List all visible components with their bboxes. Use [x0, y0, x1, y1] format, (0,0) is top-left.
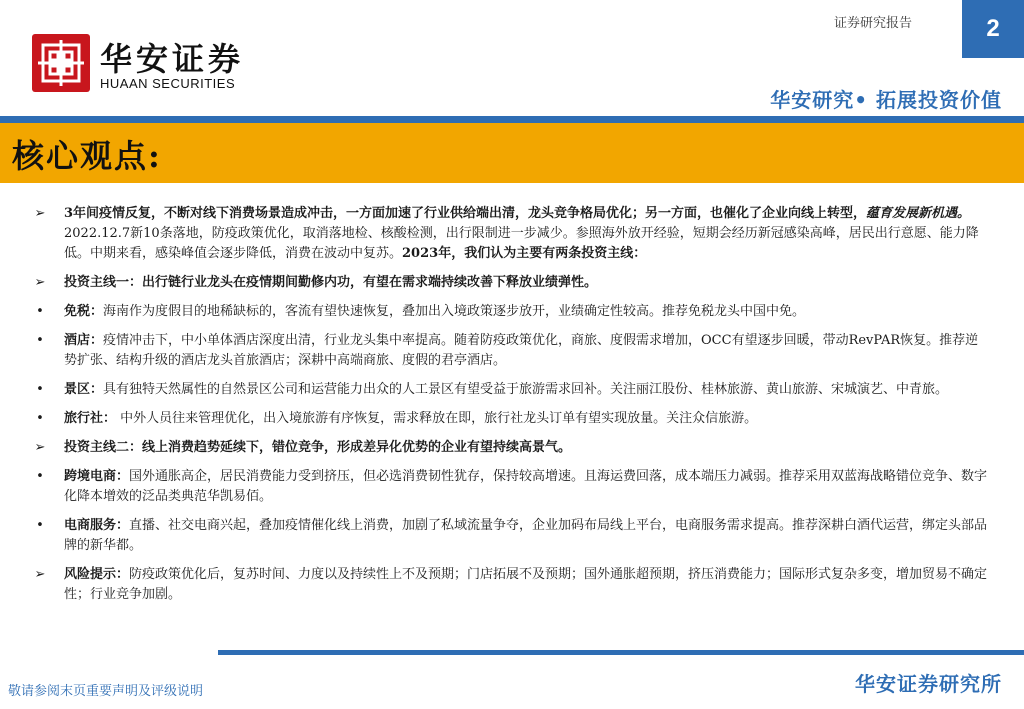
list-item	[30, 467, 990, 507]
arrow-bullet-icon: ➢	[34, 440, 46, 455]
page-number-badge: 2	[962, 0, 1024, 58]
slogan: 华安研究• 拓展投资价值	[770, 88, 1002, 112]
list-item-text: 直播、社交电商兴起，叠加疫情催化线上消费，加剧了私域流量争夺，企业加码布局线上平台，电商服务需求提高。推荐深耕白酒代运营，绑定头部品牌的新华都。	[64, 518, 988, 553]
brand-name-en: HUAAN SECURITIES	[100, 76, 236, 91]
bullet-dot-icon: •	[36, 469, 44, 484]
list-item-text: 防疫政策优化后，复苏时间、力度以及持续性上不及预期；门店拓展不及预期；国外通胀超预期，挤压消费能力；国际形式复杂多变，增加贸易不确定性；行业竞争加剧。	[64, 567, 988, 602]
list-item-text: 投资主线一：出行链行业龙头在疫情期间勤修内功，有望在需求端持续改善下释放业绩弹性。	[64, 275, 598, 290]
list-item-text: 免税：	[64, 304, 104, 319]
bullet-dot-icon: •	[36, 518, 44, 533]
list-item	[30, 380, 990, 400]
list-item-text: 2022.12.7新10条落地，防疫政策优化，取消落地检、核酸检测，出行限制进一步减少。参照海外放开经验，短期会经历新冠感染高峰，居民出行意愿、能力降低。中期来看，感染峰值会逐步降低，消费在波动中复苏。	[64, 226, 979, 261]
list-item	[30, 273, 990, 293]
key-points-list	[30, 204, 990, 614]
bullet-dot-icon: •	[36, 411, 44, 426]
list-item-text: 2023年，我们认为主要有两条投资主线：	[402, 246, 647, 261]
list-item	[30, 516, 990, 556]
list-item	[30, 438, 990, 458]
list-item-text: 海南作为度假目的地稀缺标的，客流有望快速恢复，叠加出入境政策逐步放开，业绩确定性较高。推荐免税龙头中国中免。	[103, 304, 806, 319]
list-item-text: 3年间疫情反复，不断对线下消费场景造成冲击，一方面加速了行业供给端出清，龙头竞争格局优化；另一方面，也催化了企业向线上转型，	[64, 206, 867, 221]
arrow-bullet-icon: ➢	[34, 206, 46, 221]
report-type-label: 证券研究报告	[834, 16, 913, 31]
arrow-bullet-icon: ➢	[34, 567, 46, 582]
list-item-text: 投资主线二：线上消费趋势延续下，错位竞争，形成差异化优势的企业有望持续高景气。	[64, 440, 572, 455]
list-item-text: 国外通胀高企，居民消费能力受到挤压，但必选消费韧性犹存，保持较高增速。且海运费回落，成本端压力减弱。推荐采用双蓝海战略错位竞争、数字化降本增效的泛品类典范华凯易佰。	[64, 469, 988, 504]
list-item-text: 中外人员往来管理优化，出入境旅游有序恢复，需求释放在即，旅行社龙头订单有望实现放量。关注众信旅游。	[116, 411, 758, 426]
list-item-text: 景区：	[64, 382, 104, 397]
header-divider	[0, 116, 1024, 123]
bullet-dot-icon: •	[36, 333, 44, 348]
list-item-text: 风险提示：	[64, 567, 130, 582]
list-item-text: 旅行社：	[64, 411, 117, 426]
list-item	[30, 565, 990, 605]
list-item-text: 疫情冲击下，中小单体酒店深度出清，行业龙头集中率提高。随着防疫政策优化，商旅、度假需求增加，OCC有望逐步回暖，带动RevPAR恢复。推荐逆势扩张、结构升级的酒店龙头首旅酒店；深耕中高端商旅、度假的君亭酒店。	[64, 333, 979, 368]
list-item	[30, 302, 990, 322]
institute-name: 华安证券研究所	[855, 672, 1002, 696]
bullet-dot-icon: •	[36, 382, 44, 397]
list-item-text: 电商服务：	[64, 518, 130, 533]
bullet-dot-icon: •	[36, 304, 44, 319]
disclaimer-link[interactable]: 敬请参阅末页重要声明及评级说明	[8, 684, 204, 699]
list-item	[30, 409, 990, 429]
list-item-text: 跨境电商：	[64, 469, 130, 484]
brand-name-cn: 华安证券	[100, 40, 245, 78]
list-item	[30, 204, 990, 264]
list-item-text: 具有独特天然属性的自然景区公司和运营能力出众的人工景区有望受益于旅游需求回补。关注丽江股份、桂林旅游、黄山旅游、宋城演艺、中青旅。	[103, 382, 949, 397]
huaan-logo-icon	[32, 34, 90, 92]
list-item-text: 蕴育发展新机遇。	[866, 206, 971, 221]
page-title: 核心观点:	[12, 137, 162, 175]
footer-divider	[218, 650, 1024, 655]
list-item	[30, 331, 990, 371]
list-item-text: 酒店：	[64, 333, 104, 348]
arrow-bullet-icon: ➢	[34, 275, 46, 290]
